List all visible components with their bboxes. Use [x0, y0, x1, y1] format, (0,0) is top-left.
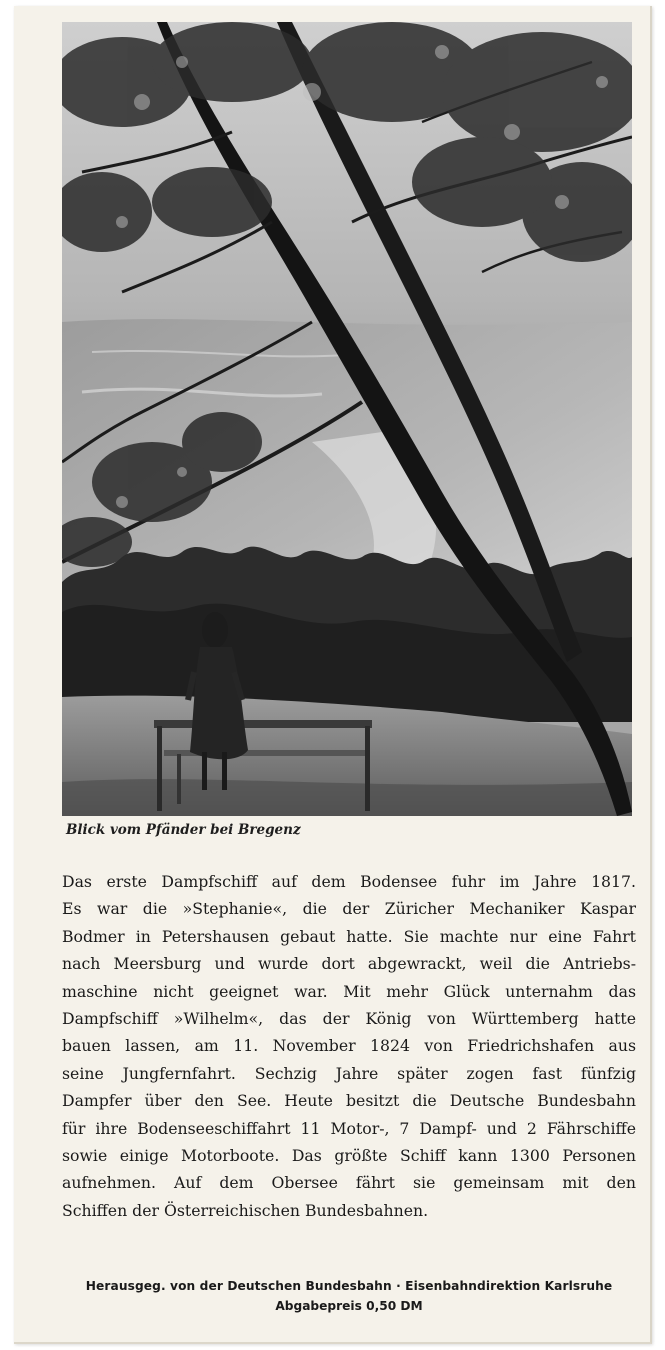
body-line: Schiffen der Österreichischen Bundesbahnen. — [62, 1200, 429, 1220]
price-line: Abgabepreis 0,50 DM — [275, 1299, 423, 1313]
landscape-photo — [62, 22, 632, 816]
body-line: Bodmer in Petershausen gebaut hatte. Sie machte nur eine Fahrt — [62, 926, 636, 946]
body-line: maschine nicht geeignet war. Mit mehr Glück unternahm das — [62, 981, 636, 1001]
publisher-line: Herausgeg. von der Deutschen Bundesbahn · Eisenbahndirektion Karlsruhe — [85, 1279, 613, 1293]
body-line: sowie einige Motorboote. Das größte Schiff kann 1300 Personen — [62, 1145, 636, 1165]
body-line: Das erste Dampfschiff auf dem Bodensee fuhr im Jahre 1817. — [62, 872, 636, 891]
body-line: für ihre Bodenseeschiffahrt 11 Motor-, 7 Dampf- und 2 Fährschiffe — [62, 1118, 636, 1138]
body-line: bauen lassen, am 11. November 1824 von Friedrichshafen aus — [62, 1036, 636, 1056]
body-line: seine Jungfernfahrt. Sechzig Jahre später zogen fast fünfzig — [62, 1063, 636, 1083]
body-line: Es war die »Stephanie«, die der Züricher Mechaniker Kaspar — [62, 899, 636, 919]
body-line: Dampfer über den See. Heute besitzt die Deutsche Bundesbahn — [62, 1091, 636, 1111]
body-text — [62, 868, 636, 1224]
photo-caption: Blick vom Pfänder bei Bregenz — [66, 822, 301, 838]
body-line: aufnehmen. Auf dem Obersee fährt sie gemeinsam mit den — [62, 1173, 636, 1193]
body-line: nach Meersburg und wurde dort abgewrackt, weil die Antriebs- — [62, 954, 636, 974]
body-line: Dampfschiff »Wilhelm«, das der König von Württemberg hatte — [62, 1008, 636, 1028]
